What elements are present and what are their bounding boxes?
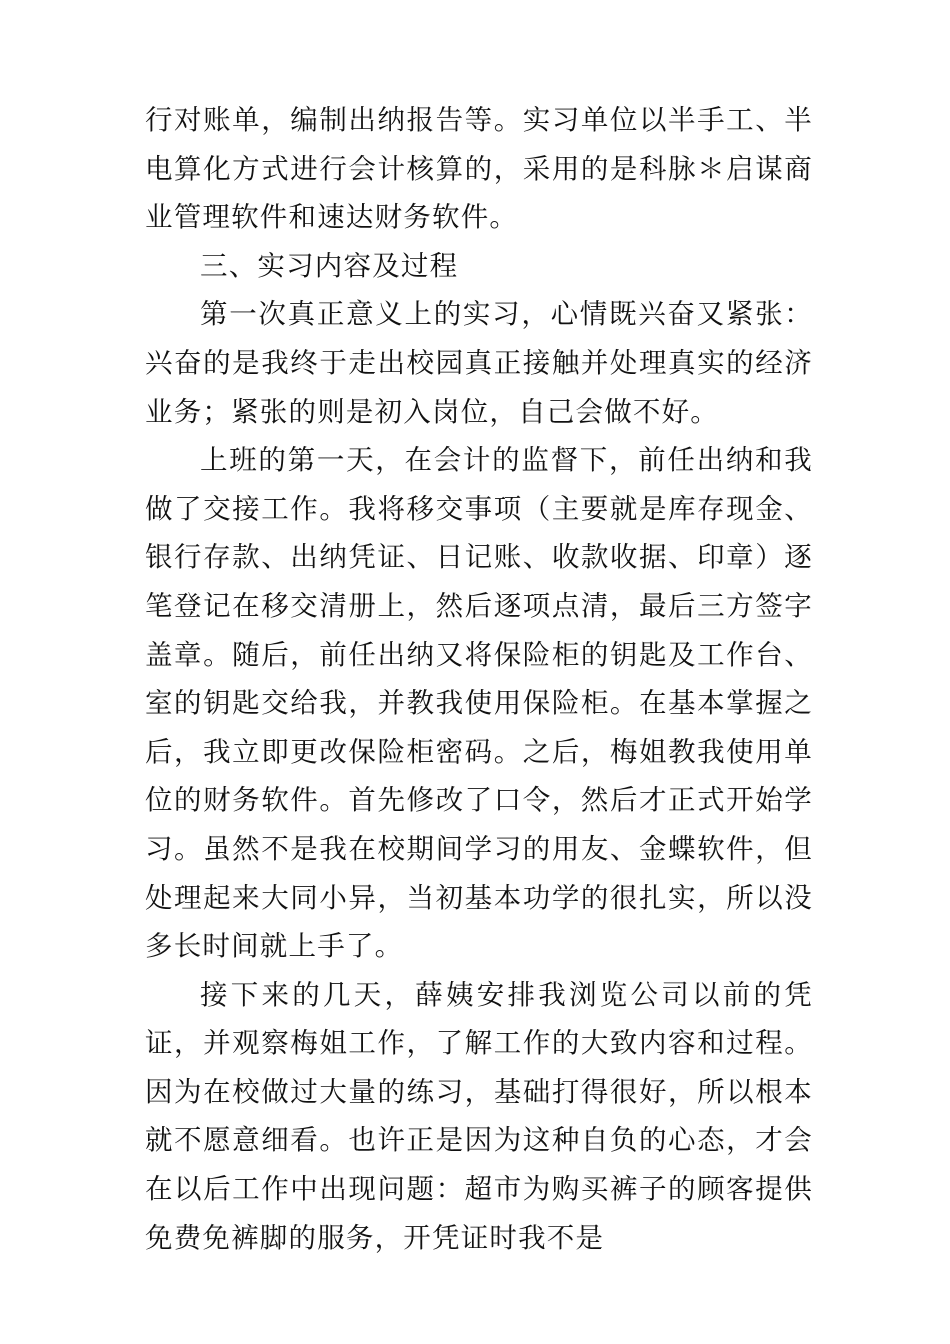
paragraph-following-days: 接下来的几天，薛姨安排我浏览公司以前的凭证，并观察梅姐工作，了解工作的大致内容和过程。因为在校做过大量的练习，基础打得很好，所以根本就不愿意细看。也许正是因为这种自负的心态，才会在以后工作中出现问题：超市为购买裤子的顾客提供免费免裤脚的服务，开凭证时我不是 xyxy=(145,978,813,1254)
paragraph-first-internship: 第一次真正意义上的实习，心情既兴奋又紧张：兴奋的是我终于走出校园真正接触并处理真实的经济业务；紧张的则是初入岗位，自己会做不好。 xyxy=(145,298,813,428)
section-heading: 三、实习内容及过程 xyxy=(200,249,459,282)
paragraph-continuation: 行对账单，编制出纳报告等。实习单位以半手工、半电算化方式进行会计核算的，采用的是科脉＊启谋商业管理软件和速达财务软件。 xyxy=(145,104,813,234)
document-body xyxy=(145,96,813,1262)
paragraph-first-day: 上班的第一天，在会计的监督下，前任出纳和我做了交接工作。我将移交事项（主要就是库存现金、银行存款、出纳凭证、日记账、收款收据、印章）逐笔登记在移交清册上，然后逐项点清，最后三方签字盖章。随后，前任出纳又将保险柜的钥匙及工作台、室的钥匙交给我，并教我使用保险柜。在基本掌握之后，我立即更改保险柜密码。之后，梅姐教我使用单位的财务软件。首先修改了口令，然后才正式开始学习。虽然不是我在校期间学习的用友、金蝶软件，但处理起来大同小异，当初基本功学的很扎实，所以没多长时间就上手了。 xyxy=(145,444,813,963)
